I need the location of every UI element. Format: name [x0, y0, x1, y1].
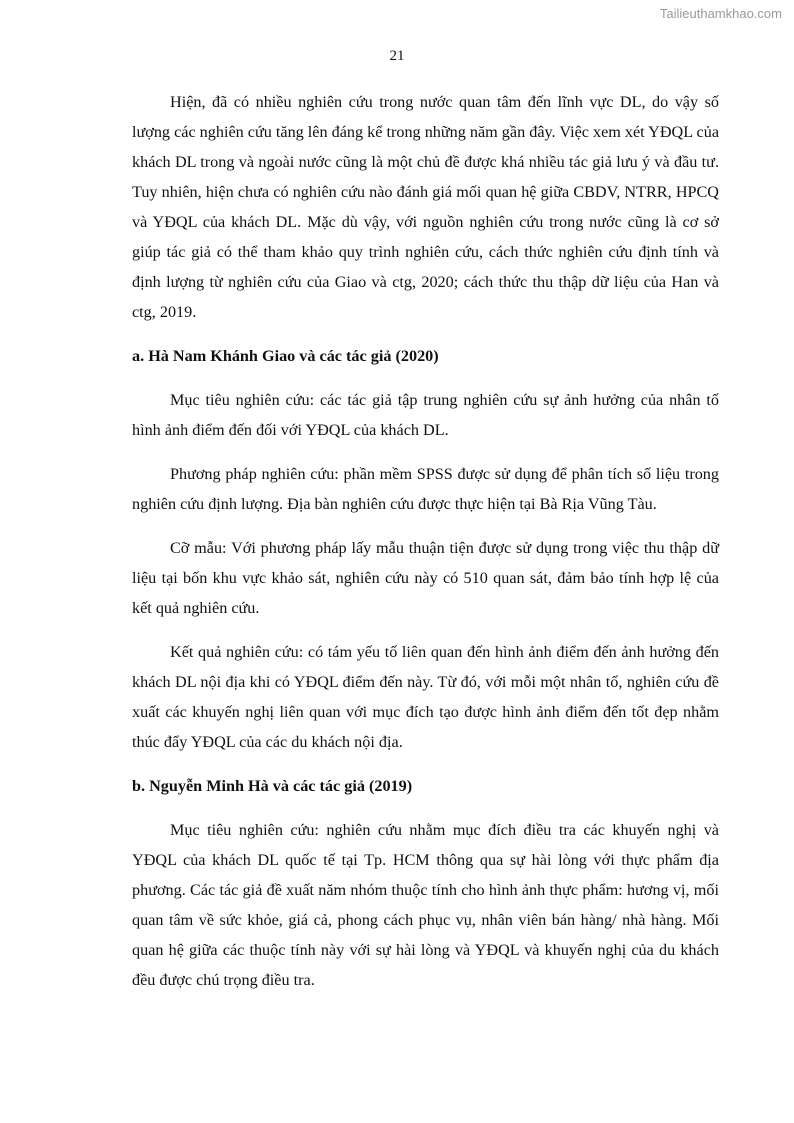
section-a-method: Phương pháp nghiên cứu: phần mềm SPSS được sử dụng để phân tích số liệu trong nghiên cứu định lượng. Địa bàn nghiên cứu được thực hiện tại Bà Rịa Vũng Tàu. — [132, 465, 719, 513]
intro-paragraph: Hiện, đã có nhiều nghiên cứu trong nước quan tâm đến lĩnh vực DL, do vậy số lượng các nghiên cứu tăng lên đáng kể trong những năm gần đây. Việc xem xét YĐQL của khách DL trong và ngoài nước cũng là một chủ đề được khá nhiều tác giả lưu ý và đầu tư. Tuy nhiên, hiện chưa có nghiên cứu nào đánh giá mối quan hệ giữa CBDV, NTRR, HPCQ và YĐQL của khách DL. Mặc dù vậy, với nguồn nghiên cứu trong nước cũng là cơ sở giúp tác giả có thể tham khảo quy trình nghiên cứu, cách thức nghiên cứu định tính và định lượng từ nghiên cứu của Giao và ctg, 2020; cách thức thu thập dữ liệu của Han và ctg, 2019. — [132, 93, 719, 321]
section-a-results: Kết quả nghiên cứu: có tám yếu tố liên quan đến hình ảnh điểm đến ảnh hưởng đến khách DL nội địa khi có YĐQL điểm đến này. Từ đó, với mỗi một nhân tố, nghiên cứu đề xuất các khuyến nghị liên quan với mục đích tạo được hình ảnh điểm đến tốt đẹp nhằm thúc đẩy YĐQL của các du khách nội địa. — [132, 643, 719, 751]
section-a-heading: a. Hà Nam Khánh Giao và các tác giả (2020) — [132, 347, 439, 365]
document-body — [132, 87, 719, 1009]
section-a-objective: Mục tiêu nghiên cứu: các tác giả tập trung nghiên cứu sự ảnh hưởng của nhân tố hình ảnh điểm đến đối với YĐQL của khách DL. — [132, 391, 719, 439]
section-a-sample: Cỡ mẫu: Với phương pháp lấy mẫu thuận tiện được sử dụng trong việc thu thập dữ liệu tại bốn khu vực khảo sát, nghiên cứu này có 510 quan sát, đảm bảo tính hợp lệ của kết quả nghiên cứu. — [132, 539, 719, 617]
section-b-heading: b. Nguyễn Minh Hà và các tác giả (2019) — [132, 777, 413, 795]
watermark: Tailieuthamkhao.com — [659, 6, 782, 21]
page-number: 21 — [389, 48, 405, 64]
section-b-objective: Mục tiêu nghiên cứu: nghiên cứu nhằm mục đích điều tra các khuyến nghị và YĐQL của khách DL quốc tế tại Tp. HCM thông qua sự hài lòng với thực phẩm địa phương. Các tác giả đề xuất năm nhóm thuộc tính cho hình ảnh thực phẩm: hương vị, mối quan tâm về sức khỏe, giá cả, phong cách phục vụ, nhân viên bán hàng/ nhà hàng. Mối quan hệ giữa các thuộc tính này với sự hài lòng và YĐQL và khuyến nghị của du khách đều được chú trọng điều tra. — [132, 821, 719, 989]
